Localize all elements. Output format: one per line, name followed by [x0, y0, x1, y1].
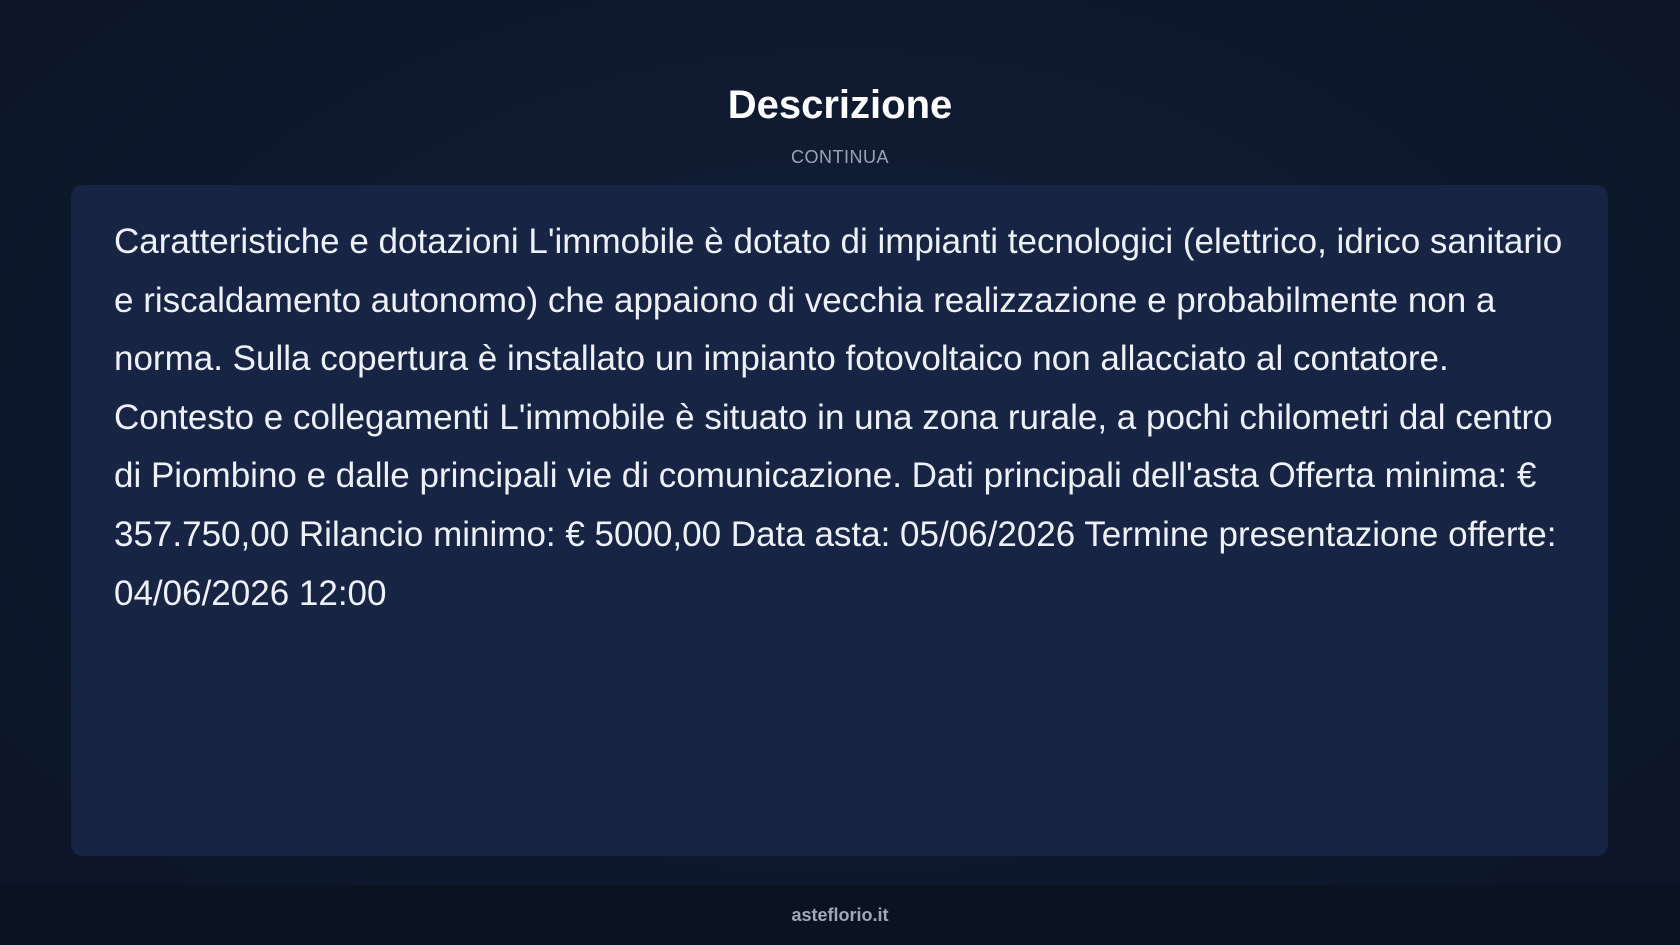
footer-site-name: asteflorio.it	[791, 905, 889, 925]
page-header	[0, 78, 1680, 167]
footer-bar	[0, 885, 1680, 945]
page-title: Descrizione	[727, 83, 953, 127]
description-text: Caratteristiche e dotazioni L'immobile è dotato di impianti tecnologici (elettrico, idrico sanitario e riscaldamento autonomo) che appaiono di vecchia realizzazione e probabilmente non a norma. Sulla copertura è installato un impianto fotovoltaico non allacciato al contatore. Contesto e collegamenti L'immobile è situato in una zona rurale, a pochi chilometri dal centro di Piombino e dalle principali vie di comunicazione. Dati principali dell'asta Offerta minima: € 357.750,00 Rilancio minimo: € 5000,00 Data asta: 05/06/2026 Termine presentazione offerte: 04/06/2026 12:00	[114, 222, 1563, 613]
page-subtitle: CONTINUA	[791, 147, 889, 167]
description-card	[71, 185, 1608, 856]
